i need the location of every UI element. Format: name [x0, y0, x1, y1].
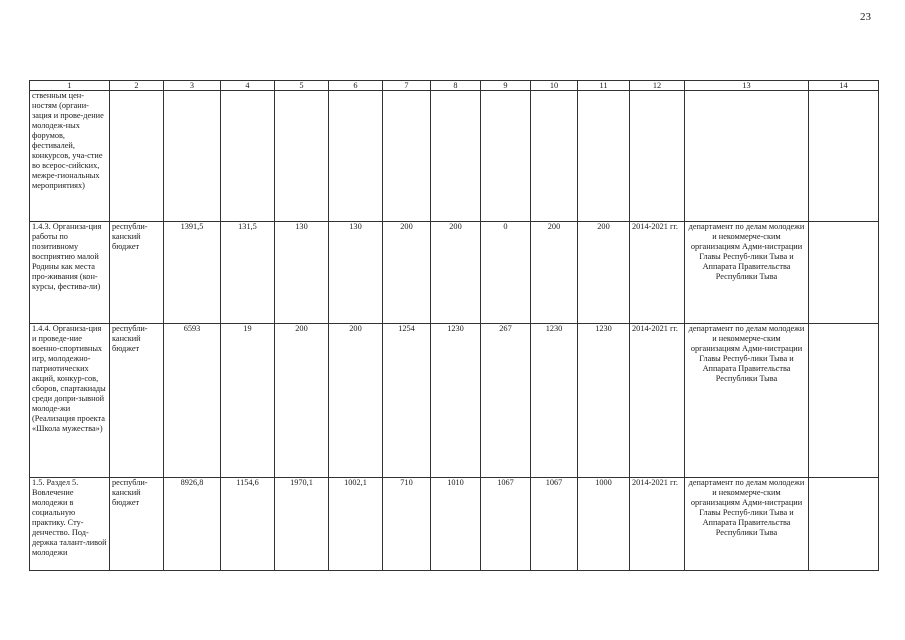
- year-2016-cell: 200: [329, 324, 383, 478]
- year-2019-cell: 0: [481, 222, 531, 324]
- page-number: 23: [860, 11, 871, 23]
- col-header: 11: [578, 81, 630, 91]
- year-2018-cell: 200: [431, 222, 481, 324]
- year-2015-cell: 1970,1: [275, 478, 329, 571]
- total-cell: 8926,8: [164, 478, 221, 571]
- year-2017-cell: 710: [383, 478, 431, 571]
- total-cell: 1391,5: [164, 222, 221, 324]
- result-cell: [809, 478, 879, 571]
- col-header: 7: [383, 81, 431, 91]
- activity-name-cell: 1.5. Раздел 5. Вовлечение молодежи в социальную практику. Сту-денчество. Под-держка талант-ливой молодежи: [30, 478, 110, 571]
- year-2021-cell: 1230: [578, 324, 630, 478]
- year-2017-cell: [383, 91, 431, 222]
- period-cell: [630, 91, 685, 222]
- year-2016-cell: 1002,1: [329, 478, 383, 571]
- col-header: 8: [431, 81, 481, 91]
- year-2020-cell: [531, 91, 578, 222]
- year-2018-cell: [431, 91, 481, 222]
- activity-name-cell: ственным цен-ностям (органи-зация и прове-дение молодеж-ных форумов, фестивалей, конкурсов, уча-стие во всерос-сийских, межре-гиональных мероприятиях): [30, 91, 110, 222]
- funding-source-cell: республи-канский бюджет: [110, 222, 164, 324]
- year-2017-cell: 200: [383, 222, 431, 324]
- year-2015-cell: 130: [275, 222, 329, 324]
- year-2020-cell: 200: [531, 222, 578, 324]
- year-2017-cell: 1254: [383, 324, 431, 478]
- col-header: 9: [481, 81, 531, 91]
- year-2016-cell: [329, 91, 383, 222]
- year-2014-cell: [221, 91, 275, 222]
- year-2020-cell: 1230: [531, 324, 578, 478]
- period-cell: 2014-2021 гг.: [630, 478, 685, 571]
- col-header: 2: [110, 81, 164, 91]
- year-2021-cell: [578, 91, 630, 222]
- executor-cell: департамент по делам молодежи и некоммерче-ским организациям Адми-нистрации Главы Респуб-лики Тыва и Аппарата Правительства Республики Тыва: [685, 324, 809, 478]
- year-2016-cell: 130: [329, 222, 383, 324]
- activity-name-cell: 1.4.3. Организа-ция работы по позитивному восприятию малой Родины как места про-живания (кон-курсы, фестива-ли): [30, 222, 110, 324]
- table-row: [30, 91, 879, 222]
- funding-source-cell: республи-канский бюджет: [110, 324, 164, 478]
- year-2019-cell: 267: [481, 324, 531, 478]
- col-header: 5: [275, 81, 329, 91]
- table-row: [30, 222, 879, 324]
- col-header: 14: [809, 81, 879, 91]
- result-cell: [809, 222, 879, 324]
- col-header: 13: [685, 81, 809, 91]
- table-row: [30, 324, 879, 478]
- executor-cell: департамент по делам молодежи и некоммерче-ским организациям Адми-нистрации Главы Респуб-лики Тыва и Аппарата Правительства Республики Тыва: [685, 222, 809, 324]
- year-2021-cell: 1000: [578, 478, 630, 571]
- activity-name-cell: 1.4.4. Организа-ция и проведе-ние военно-спортивных игр, молодежно-патриотических акций, конкур-сов, сборов, спартакиады среди допри-зывной молоде-жи (Реализация проекта «Школа мужества»): [30, 324, 110, 478]
- year-2015-cell: 200: [275, 324, 329, 478]
- total-cell: [164, 91, 221, 222]
- total-cell: 6593: [164, 324, 221, 478]
- col-header: 12: [630, 81, 685, 91]
- period-cell: 2014-2021 гг.: [630, 324, 685, 478]
- col-header: 3: [164, 81, 221, 91]
- funding-source-cell: [110, 91, 164, 222]
- year-2014-cell: 19: [221, 324, 275, 478]
- year-2014-cell: 1154,6: [221, 478, 275, 571]
- year-2019-cell: [481, 91, 531, 222]
- period-cell: 2014-2021 гг.: [630, 222, 685, 324]
- year-2020-cell: 1067: [531, 478, 578, 571]
- result-cell: [809, 91, 879, 222]
- budget-table: [29, 80, 879, 571]
- executor-cell: департамент по делам молодежи и некоммерче-ским организациям Адми-нистрации Главы Респуб-лики Тыва и Аппарата Правительства Республики Тыва: [685, 478, 809, 571]
- executor-cell: [685, 91, 809, 222]
- header-row: [30, 81, 879, 91]
- year-2014-cell: 131,5: [221, 222, 275, 324]
- result-cell: [809, 324, 879, 478]
- year-2015-cell: [275, 91, 329, 222]
- col-header: 4: [221, 81, 275, 91]
- year-2019-cell: 1067: [481, 478, 531, 571]
- year-2018-cell: 1230: [431, 324, 481, 478]
- col-header: 6: [329, 81, 383, 91]
- col-header: 10: [531, 81, 578, 91]
- year-2018-cell: 1010: [431, 478, 481, 571]
- col-header: 1: [30, 81, 110, 91]
- table-row: [30, 478, 879, 571]
- year-2021-cell: 200: [578, 222, 630, 324]
- funding-source-cell: республи-канский бюджет: [110, 478, 164, 571]
